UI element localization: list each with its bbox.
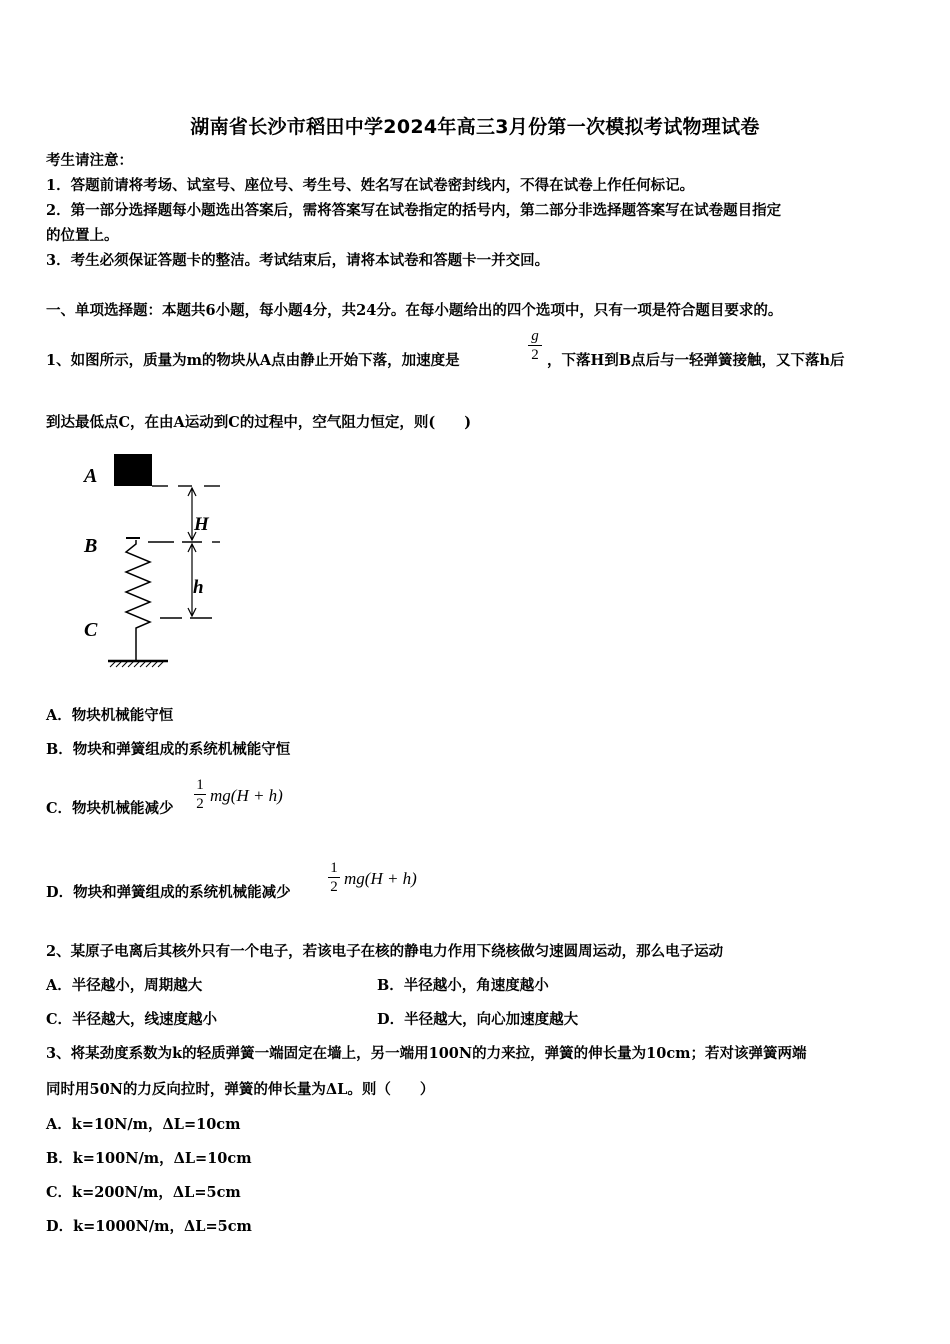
q1-stem-line2: 到达最低点C，在由A运动到C的过程中，空气阻力恒定，则( ) xyxy=(46,414,472,431)
q3-option-c: C．k=200N/m，ΔL=5cm xyxy=(46,1184,241,1201)
q3-option-d: D．k=1000N/m，ΔL=5cm xyxy=(46,1218,252,1235)
q3-stem-line2: 同时用50N的力反向拉时，弹簧的伸长量为ΔL。则（ ） xyxy=(46,1081,435,1098)
q2-option-a: A．半径越小，周期越大 xyxy=(46,977,203,994)
label-b: B xyxy=(84,535,98,557)
q1-option-c: C．物块机械能减少 xyxy=(46,800,174,817)
q3-stem-line1: 3、将某劲度系数为k的轻质弹簧一端固定在墙上，另一端用100N的力来拉，弹簧的伸长量为10cm；若对该弹簧两端 xyxy=(46,1045,807,1062)
notice-item-2-cont: 的位置上。 xyxy=(46,227,119,244)
notice-item-2: 2．第一部分选择题每小题选出答案后，需将答案写在试卷指定的括号内，第二部分非选择题答案写在试卷题目指定 xyxy=(46,202,782,219)
q2-option-c: C．半径越大，线速度越小 xyxy=(46,1011,218,1028)
half-numerator: 1 xyxy=(196,777,204,793)
label-c: C xyxy=(84,619,98,641)
half-bar xyxy=(194,794,206,795)
q1-option-a: A．物块机械能守恒 xyxy=(46,707,174,724)
spring-coil xyxy=(126,540,150,660)
q3-option-b: B．k=100N/m，ΔL=10cm xyxy=(46,1150,252,1167)
frac-numerator: g xyxy=(531,328,539,344)
q1-d-expression: mg(H + h) xyxy=(344,869,417,888)
notice-item-3: 3．考生必须保证答题卡的整洁。考试结束后，请将本试卷和答题卡一并交回。 xyxy=(46,252,550,269)
notice-heading: 考生请注意： xyxy=(46,152,133,169)
label-h: h xyxy=(193,577,204,598)
label-a: A xyxy=(84,465,98,487)
block xyxy=(114,454,152,486)
frac-bar xyxy=(528,345,542,346)
q1-c-expression: mg(H + h) xyxy=(210,786,283,805)
half-denominator: 2 xyxy=(196,796,204,812)
spring-block-figure xyxy=(70,448,260,693)
q1-stem-part1: 1、如图所示，质量为m的物块从A点由静止开始下落，加速度是 xyxy=(46,352,460,369)
q1-c-half xyxy=(194,777,206,812)
q1-option-b: B．物块和弹簧组成的系统机械能守恒 xyxy=(46,741,291,758)
q3-option-a: A．k=10N/m，ΔL=10cm xyxy=(46,1116,241,1133)
q2-option-b: B．半径越小，角速度越小 xyxy=(377,977,549,994)
section-heading: 一、单项选择题：本题共6小题，每小题4分，共24分。在每小题给出的四个选项中，只有一项是符合题目要求的。 xyxy=(46,302,783,319)
half-bar xyxy=(328,877,340,878)
q2-stem: 2、某原子电离后其核外只有一个电子，若该电子在核的静电力作用下绕核做匀速圆周运动，那么电子运动 xyxy=(46,943,724,960)
frac-denominator: 2 xyxy=(531,347,539,363)
q1-option-d: D．物块和弹簧组成的系统机械能减少 xyxy=(46,884,291,901)
q1-stem-part2: ，下落H到B点后与一轻弹簧接触，又下落h后 xyxy=(547,352,845,369)
q1-d-half xyxy=(328,860,340,895)
half-numerator: 1 xyxy=(330,860,338,876)
half-denominator: 2 xyxy=(330,879,338,895)
page-title: 湖南省长沙市稻田中学2024年高三3月份第一次模拟考试物理试卷 xyxy=(190,116,760,138)
q2-option-d: D．半径越大，向心加速度越大 xyxy=(377,1011,579,1028)
notice-item-1: 1．答题前请将考场、试室号、座位号、考生号、姓名写在试卷密封线内，不得在试卷上作任何标记。 xyxy=(46,177,695,194)
label-H: H xyxy=(194,514,209,535)
q1-fraction-g-over-2 xyxy=(528,328,542,363)
